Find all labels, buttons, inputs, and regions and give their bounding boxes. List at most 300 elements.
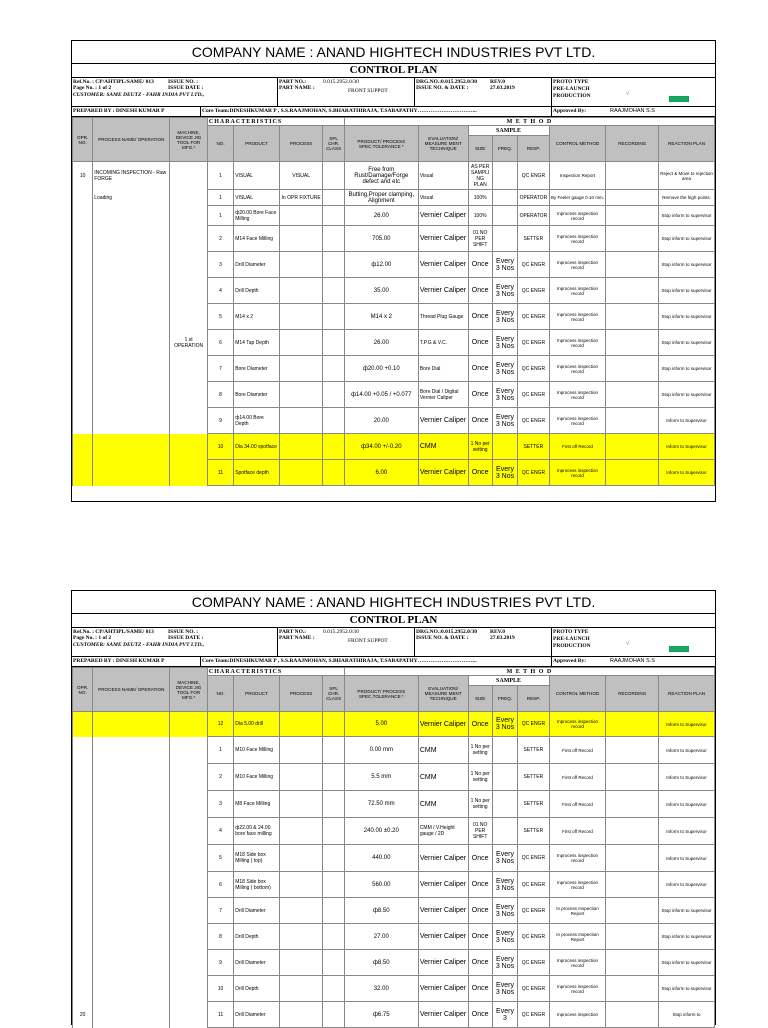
- no-cell: 6: [207, 330, 233, 356]
- no-cell: 1: [207, 162, 233, 190]
- spec-cell: 26.00: [344, 206, 418, 226]
- resp-cell: SETTER: [518, 791, 549, 818]
- evaluation-cell: Thread Plug Gauge: [418, 304, 468, 330]
- freq-cell: Every 3 Nos: [492, 330, 517, 356]
- product-cell: M18 Side box Milling ( top): [234, 845, 280, 872]
- no-cell: 1: [207, 206, 233, 226]
- product-cell: Drill Depth: [234, 976, 280, 1002]
- evaluation-cell: Vernier Caliper: [418, 898, 468, 924]
- resp-cell: QC ENGR: [518, 356, 549, 382]
- size-cell: Once: [468, 712, 492, 737]
- machine-cell: [170, 278, 208, 304]
- no-cell: 5: [207, 845, 233, 872]
- control-method-cell: Inprocess inspection record: [549, 356, 606, 382]
- prepared-row: [72, 107, 715, 117]
- freq-cell: [492, 162, 517, 190]
- reaction-plan-cell: Inform to Supervisor: [659, 460, 715, 486]
- no-cell: 8: [207, 924, 233, 950]
- size-cell: 1 No per setting: [468, 791, 492, 818]
- table-row: [73, 737, 715, 764]
- freq-cell: [492, 434, 517, 460]
- resp-cell: SETTER: [518, 818, 549, 845]
- opr-no-cell: [73, 278, 93, 304]
- size-cell: 1 No per setting: [468, 764, 492, 791]
- process-cell: [279, 950, 323, 976]
- spec-cell: 35.00: [344, 278, 418, 304]
- evaluation-cell: Vernier Caliper: [418, 924, 468, 950]
- recording-cell: [606, 162, 659, 190]
- freq-cell: Every 3 Nos: [492, 356, 517, 382]
- process-cell: [279, 434, 323, 460]
- no-cell: 7: [207, 356, 233, 382]
- table-row: [73, 924, 715, 950]
- size-cell: Once: [468, 408, 492, 434]
- reaction-plan-cell: Stop inform to supervisor: [659, 976, 715, 1002]
- recording-header: RECORDING: [606, 126, 659, 162]
- process-name-cell: [93, 252, 170, 278]
- machine-cell: [170, 924, 208, 950]
- process-name-cell: [93, 382, 170, 408]
- reaction-plan-cell: Inform to Supervisor: [659, 408, 715, 434]
- opr-no-cell: [73, 898, 93, 924]
- size-cell: Once: [468, 950, 492, 976]
- evaluation-cell: Vernier Caliper: [418, 226, 468, 252]
- reaction-plan-cell: Inform to Supervisor: [659, 434, 715, 460]
- machine-cell: [170, 950, 208, 976]
- product-cell: Bore Diameter: [234, 382, 280, 408]
- process-name-cell: [93, 924, 170, 950]
- opr-no-header: OPR. NO.: [73, 668, 93, 712]
- table-row: [73, 434, 715, 460]
- resp-header: RESP.: [518, 686, 549, 712]
- resp-cell: QC ENGR: [518, 950, 549, 976]
- product-cell: ф22.00 & 24.00 bore face milling: [234, 818, 280, 845]
- freq-cell: Every 3 Nos: [492, 872, 517, 898]
- opr-no-cell: [73, 845, 93, 872]
- process-cell: [279, 976, 323, 1002]
- control-method-cell: Inprocess inspection record: [549, 712, 606, 737]
- table-row: [73, 845, 715, 872]
- control-method-cell: First off Record: [549, 764, 606, 791]
- control-method-cell: By Feeler gauge 0.10 mm.: [549, 190, 606, 206]
- control-plan-table-1: [72, 117, 715, 486]
- company-title: COMPANY NAME : ANAND HIGHTECH INDUSTRIES PVT LTD.: [72, 591, 715, 614]
- machine-cell: [170, 434, 208, 460]
- process-name-cell: [93, 304, 170, 330]
- opr-no-cell: [73, 382, 93, 408]
- table-row: [73, 950, 715, 976]
- no-cell: 1: [207, 737, 233, 764]
- reaction-plan-cell: Stop inform to supervisor: [659, 206, 715, 226]
- issue-no-date: ISSUE NO. & DATE :: [416, 85, 469, 91]
- reaction-plan-cell: Stop inform to supervisor: [659, 252, 715, 278]
- no-cell: 12: [207, 712, 233, 737]
- process-name-cell: [93, 356, 170, 382]
- characteristics-header: CHARACTERISTICS: [207, 118, 344, 126]
- no-cell: 3: [207, 252, 233, 278]
- process-cell: [279, 304, 323, 330]
- process-name-cell: [93, 898, 170, 924]
- control-method-cell: Inprocess inspection record: [549, 976, 606, 1002]
- no-cell: 10: [207, 976, 233, 1002]
- production-indicator: [669, 96, 689, 102]
- recording-cell: [606, 764, 659, 791]
- reaction-plan-header: REACTION PLAN: [659, 126, 715, 162]
- product-cell: ф20.00 Bore Face Milling: [234, 206, 280, 226]
- recording-cell: [606, 818, 659, 845]
- date: 27.03.2019: [490, 635, 515, 641]
- evaluation-cell: Visual: [418, 190, 468, 206]
- production: PRODUCTION: [553, 643, 591, 649]
- freq-cell: Every 3: [492, 1002, 517, 1028]
- evaluation-cell: CMM: [418, 764, 468, 791]
- recording-cell: [606, 976, 659, 1002]
- size-cell: 1 No per setting: [468, 434, 492, 460]
- evaluation-cell: Bore Dial / Digital Vernier Caliper: [418, 382, 468, 408]
- prepared-by: PREPARED BY : DINESH KUMAR P: [73, 658, 165, 664]
- process-cell: [279, 872, 323, 898]
- product-cell: Dia 5.00 drill: [234, 712, 280, 737]
- spec-cell: 705.00: [344, 226, 418, 252]
- machine-cell: [170, 976, 208, 1002]
- reaction-plan-cell: Inform to Supervisor: [659, 872, 715, 898]
- spec-cell: M14 x 2: [344, 304, 418, 330]
- spl-char-cell: [323, 845, 344, 872]
- drg-no: DRG.NO.:0.015.2952.0/30: [416, 79, 477, 85]
- part-no-label: PART NO.:: [279, 79, 307, 85]
- recording-cell: [606, 206, 659, 226]
- recording-cell: [606, 924, 659, 950]
- customer: CUSTOMER: SAME DEUTZ - FAHR INDIA PVT LTD.,: [73, 92, 205, 98]
- spl-char-cell: [323, 330, 344, 356]
- size-header: SIZE: [468, 136, 492, 162]
- reaction-plan-cell: Inform to Supervisor: [659, 764, 715, 791]
- freq-cell: [492, 818, 517, 845]
- size-cell: Once: [468, 252, 492, 278]
- size-cell: 01 NO PER SHIFT: [468, 818, 492, 845]
- spl-char-cell: [323, 408, 344, 434]
- spec-cell: ф8.50: [344, 950, 418, 976]
- check-icon: √: [626, 91, 630, 97]
- drg-no: DRG.NO.:0.015.2952.0/30: [416, 629, 477, 635]
- recording-cell: [606, 304, 659, 330]
- size-cell: Once: [468, 382, 492, 408]
- reaction-plan-cell: Inform to Supervisor: [659, 791, 715, 818]
- process-name-cell: INCOMING INSPECTION - Raw FORGE: [93, 162, 170, 190]
- control-plan-sheet-1: [71, 40, 716, 502]
- product-cell: Drill Diameter: [234, 950, 280, 976]
- reaction-plan-cell: Stop inform to supervisor: [659, 898, 715, 924]
- spec-cell: 440.00: [344, 845, 418, 872]
- process-cell: [279, 764, 323, 791]
- spl-char-cell: [323, 162, 344, 190]
- control-method-cell: Inprocess inspection: [549, 1002, 606, 1028]
- opr-no-cell: [73, 330, 93, 356]
- recording-cell: [606, 791, 659, 818]
- process-cell: [279, 460, 323, 486]
- evaluation-cell: Vernier Caliper: [418, 872, 468, 898]
- prepared-by: PREPARED BY : DINESH KUMAR P: [73, 108, 165, 114]
- opr-no-cell: [73, 764, 93, 791]
- process-cell: [279, 226, 323, 252]
- process-name-cell: [93, 818, 170, 845]
- control-method-header: CONTROL METHOD: [549, 126, 606, 162]
- prelaunch: PRE-LAUNCH: [553, 86, 590, 92]
- machine-cell: [170, 252, 208, 278]
- resp-cell: SETTER: [518, 737, 549, 764]
- product-cell: ф14.00 Bore Depth: [234, 408, 280, 434]
- resp-cell: OPERATOR: [518, 190, 549, 206]
- recording-cell: [606, 408, 659, 434]
- spl-char-cell: [323, 356, 344, 382]
- no-cell: 11: [207, 1002, 233, 1028]
- machine-cell: [170, 872, 208, 898]
- product-cell: VISUAL: [234, 162, 280, 190]
- opr-no-cell: [73, 712, 93, 737]
- prelaunch: PRE-LAUNCH: [553, 636, 590, 642]
- opr-no-cell: 10: [73, 162, 93, 190]
- machine-cell: [170, 162, 208, 190]
- freq-cell: [492, 737, 517, 764]
- process-name-cell: [93, 278, 170, 304]
- machine-cell: [170, 737, 208, 764]
- process-name-cell: [93, 764, 170, 791]
- process-cell: [279, 382, 323, 408]
- machine-cell: [170, 845, 208, 872]
- machine-cell: [170, 382, 208, 408]
- size-cell: 100%: [468, 190, 492, 206]
- table-row: [73, 330, 715, 356]
- process-name-cell: [93, 791, 170, 818]
- machine-cell: [170, 818, 208, 845]
- recording-cell: [606, 330, 659, 356]
- spec-cell: 5.00: [344, 712, 418, 737]
- core-team: Core Team:DINESHKUMAR P , S.S.RAAJMOHAN, S.BHARATHIRAJA, T.SABAPATHY…………………………...: [202, 108, 477, 114]
- size-cell: Once: [468, 1002, 492, 1028]
- product-cell: Drill Depth: [234, 278, 280, 304]
- spec-cell: ф34.00 +/-0.20: [344, 434, 418, 460]
- freq-header: FREQ.: [492, 686, 517, 712]
- process-name-cell: [93, 976, 170, 1002]
- opr-no-cell: [73, 190, 93, 206]
- control-plan-sheet-2: [71, 590, 716, 1025]
- size-cell: 1 No per setting: [468, 737, 492, 764]
- no-cell: 2: [207, 764, 233, 791]
- size-cell: Once: [468, 460, 492, 486]
- opr-no-cell: [73, 976, 93, 1002]
- no-cell: 3: [207, 791, 233, 818]
- recording-cell: [606, 226, 659, 252]
- plan-title: CONTROL PLAN: [72, 614, 715, 628]
- table-row: [73, 712, 715, 737]
- machine-cell: [170, 304, 208, 330]
- process-cell: [279, 408, 323, 434]
- recording-cell: [606, 950, 659, 976]
- freq-cell: [492, 791, 517, 818]
- freq-cell: Every 3 Nos: [492, 976, 517, 1002]
- opr-no-cell: [73, 434, 93, 460]
- opr-no-cell: [73, 924, 93, 950]
- control-method-cell: Inprocess inspection record: [549, 382, 606, 408]
- spl-char-cell: [323, 737, 344, 764]
- opr-no-cell: [73, 304, 93, 330]
- machine-header: MACHINE, DEVICE JIG TOOL FOR MFG.*: [170, 118, 208, 162]
- resp-cell: QC ENGR: [518, 1002, 549, 1028]
- resp-cell: QC ENGR: [518, 976, 549, 1002]
- control-method-cell: Inprocess inspection record: [549, 278, 606, 304]
- evaluation-cell: Vernier Caliper: [418, 950, 468, 976]
- control-method-cell: First off Record: [549, 434, 606, 460]
- resp-cell: SETTER: [518, 226, 549, 252]
- spl-char-cell: [323, 382, 344, 408]
- part-name-label: PART NAME :: [279, 635, 315, 641]
- ref-no: Ref.No. : CP/AHTIPL/SAME/ 013: [73, 79, 154, 85]
- freq-cell: [492, 226, 517, 252]
- spec-cell: 6.00: [344, 460, 418, 486]
- table-row: [73, 304, 715, 330]
- company-title: COMPANY NAME : ANAND HIGHTECH INDUSTRIES PVT LTD.: [72, 41, 715, 64]
- characteristics-header: CHARACTERISTICS: [207, 668, 344, 676]
- control-method-cell: Inprocess inspection record: [549, 950, 606, 976]
- table-row: [73, 408, 715, 434]
- evaluation-cell: CMM / V.Height gauge / 2D: [418, 818, 468, 845]
- recording-cell: [606, 356, 659, 382]
- product-cell: Drill Diameter: [234, 898, 280, 924]
- evaluation-cell: Vernier Caliper: [418, 278, 468, 304]
- process-cell: [279, 206, 323, 226]
- process-name-cell: [93, 460, 170, 486]
- resp-cell: QC ENGR: [518, 872, 549, 898]
- evaluation-cell: Vernier Caliper: [418, 712, 468, 737]
- spec-cell: ф14.00 +0.05 / +0.077: [344, 382, 418, 408]
- date: 27.03.2019: [490, 85, 515, 91]
- freq-cell: Every 3 Nos: [492, 304, 517, 330]
- resp-cell: SETTER: [518, 434, 549, 460]
- control-method-cell: In process Inspection Report: [549, 924, 606, 950]
- resp-cell: QC ENGR: [518, 845, 549, 872]
- product-cell: M14 Face Milling: [234, 226, 280, 252]
- machine-header: MACHINE, DEVICE JIG TOOL FOR MFG.*: [170, 668, 208, 712]
- reaction-plan-cell: Stop inform to: [659, 1002, 715, 1028]
- size-cell: Once: [468, 356, 492, 382]
- page-no: Page No. : 1 of 2: [73, 635, 112, 641]
- process-cell: [279, 845, 323, 872]
- issue-no-date: ISSUE NO. & DATE :: [416, 635, 469, 641]
- approved-label: Approved By:: [553, 658, 587, 664]
- spec-cell: ф6.75: [344, 1002, 418, 1028]
- reaction-plan-cell: Stop inform to supervisor: [659, 278, 715, 304]
- resp-cell: QC ENGR: [518, 304, 549, 330]
- resp-cell: QC ENGR: [518, 712, 549, 737]
- product-cell: Drill Diameter: [234, 252, 280, 278]
- evaluation-cell: Bore Dial: [418, 356, 468, 382]
- control-method-cell: Inprocess inspection record: [549, 408, 606, 434]
- table-row: [73, 356, 715, 382]
- opr-no-cell: 20: [73, 1002, 93, 1028]
- method-header: M E T H O D: [344, 668, 714, 676]
- recording-cell: [606, 898, 659, 924]
- process-cell: [279, 356, 323, 382]
- freq-cell: Every 3 Nos: [492, 382, 517, 408]
- evaluation-cell: CMM: [418, 791, 468, 818]
- resp-cell: QC ENGR: [518, 898, 549, 924]
- process-cell: [279, 278, 323, 304]
- control-method-cell: Inprocess inspection record: [549, 206, 606, 226]
- reaction-plan-cell: Stop inform to supervisor: [659, 356, 715, 382]
- spl-char-cell: [323, 460, 344, 486]
- size-cell: 01 NO PER SHIFT: [468, 226, 492, 252]
- part-name-value: FRONT SUPPOT: [348, 88, 388, 94]
- evaluation-cell: CMM: [418, 434, 468, 460]
- spl-char-cell: [323, 190, 344, 206]
- spl-char-cell: [323, 434, 344, 460]
- spec-cell: 5.5 mm: [344, 764, 418, 791]
- spl-char-cell: [323, 712, 344, 737]
- control-method-cell: First off Record: [549, 791, 606, 818]
- freq-cell: Every 3 Nos: [492, 252, 517, 278]
- process-header: PROCESS: [279, 126, 323, 162]
- reaction-plan-cell: Remove the high points.: [659, 190, 715, 206]
- plan-title: CONTROL PLAN: [72, 64, 715, 78]
- part-no-label: PART NO.:: [279, 629, 307, 635]
- freq-cell: Every 3 Nos: [492, 408, 517, 434]
- evaluation-cell: Vernier Caliper: [418, 408, 468, 434]
- opr-no-cell: [73, 226, 93, 252]
- product-cell: M14 Tap Depth: [234, 330, 280, 356]
- size-cell: 100%: [468, 206, 492, 226]
- size-cell: Once: [468, 976, 492, 1002]
- part-no-value: 0.015.2952.0/30: [323, 629, 359, 635]
- approved-label: Approved By:: [553, 108, 587, 114]
- issue-no: ISSUE NO. :: [168, 79, 199, 85]
- opr-no-cell: [73, 408, 93, 434]
- process-cell: In OPR FIXTURE: [279, 190, 323, 206]
- process-cell: [279, 818, 323, 845]
- reaction-plan-cell: Stop inform to supervisor: [659, 382, 715, 408]
- process-cell: [279, 791, 323, 818]
- machine-cell: [170, 226, 208, 252]
- resp-cell: QC ENGR: [518, 252, 549, 278]
- opr-no-cell: [73, 950, 93, 976]
- size-cell: Once: [468, 872, 492, 898]
- no-header: NO.: [207, 126, 233, 162]
- size-cell: Once: [468, 924, 492, 950]
- table-row: [73, 460, 715, 486]
- spl-char-cell: [323, 252, 344, 278]
- machine-cell: [170, 190, 208, 206]
- spec-cell: 560.00: [344, 872, 418, 898]
- sample-header: SAMPLE: [468, 676, 549, 686]
- spec-cell: 72.50 mm: [344, 791, 418, 818]
- table-row: [73, 764, 715, 791]
- freq-cell: Every 3 Nos: [492, 460, 517, 486]
- spl-char-cell: [323, 898, 344, 924]
- method-header: M E T H O D: [344, 118, 714, 126]
- evaluation-cell: T.P.G & V.C.: [418, 330, 468, 356]
- spec-cell: 32.00: [344, 976, 418, 1002]
- process-name-cell: [93, 950, 170, 976]
- reaction-plan-cell: Stop inform to supervisor: [659, 924, 715, 950]
- recording-cell: [606, 737, 659, 764]
- spl-char-header: SPL CHR. CLASS: [323, 676, 344, 712]
- evaluation-cell: Visual: [418, 162, 468, 190]
- recording-cell: [606, 872, 659, 898]
- opr-no-cell: [73, 791, 93, 818]
- opr-no-cell: [73, 872, 93, 898]
- table-row: [73, 190, 715, 206]
- evaluation-header: EVALUATION/ MEASURE MENT TECHNIQUE: [418, 676, 468, 712]
- part-name-label: PART NAME :: [279, 85, 315, 91]
